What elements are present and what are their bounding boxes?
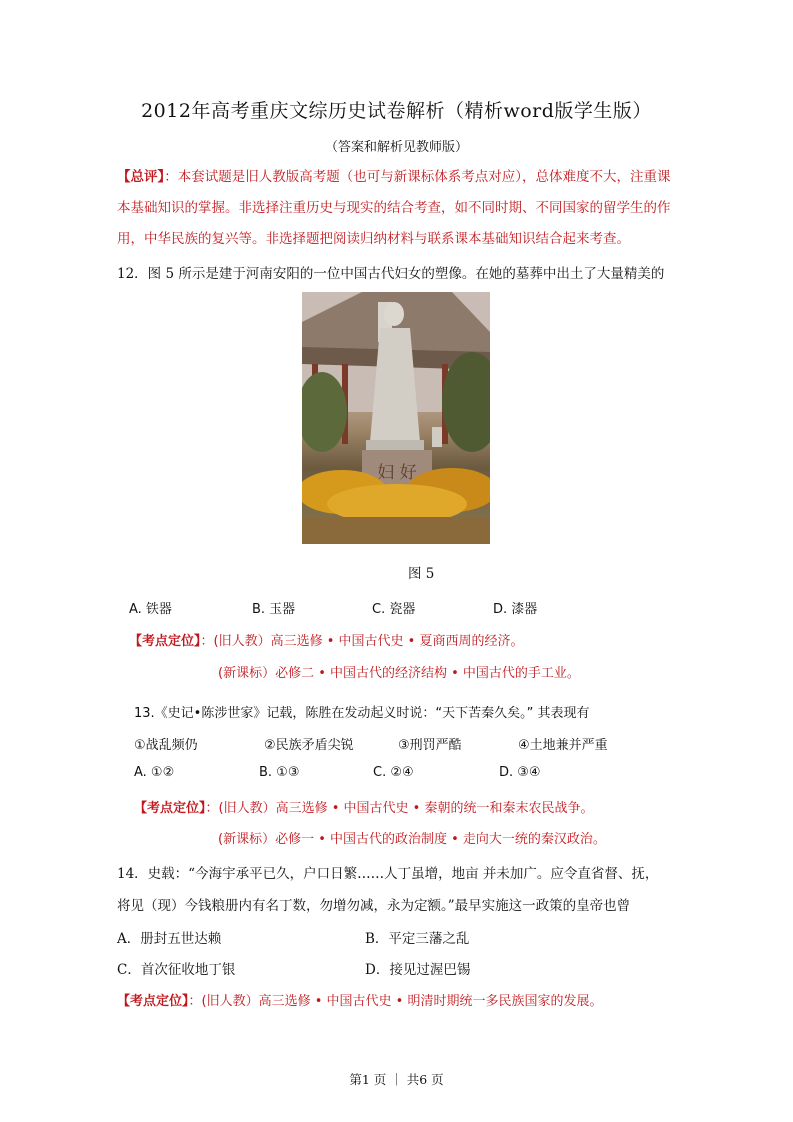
summary-label: 【总评】 xyxy=(117,169,165,185)
summary-text: ：本套试题是旧人教版高考题（也可与新课标体系考点对应），总体难度不大，注重课本基础知识的掌握。非选择注重历史与现实的结合考查，如不同时期、不同国家的留学生的作用，中华民族的复兴等。非选择题把阅读归纳材料与联系课本基础知识结合起来考查。 xyxy=(117,169,671,247)
plaque-text: 妇 好 xyxy=(377,463,417,483)
statue-photo xyxy=(302,292,490,544)
q14-kd-old-text: ：(旧人教）高三选修 • 中国古代史 • 明清时期统一多民族国家的发展。 xyxy=(188,994,603,1009)
q13-kd-old xyxy=(134,797,593,816)
figure-caption: 图 5 xyxy=(408,566,435,582)
q12-stem: 12．图 5 所示是建于河南安阳的一位中国古代妇女的塑像。在她的墓葬中出土了大量精美的 xyxy=(117,266,665,282)
q14-stem-line2: 将见（现）今钱粮册内有名丁数，勿增勿减，永为定额。”最早实施这一政策的皇帝也曾 xyxy=(117,898,631,914)
page-footer: 第1 页 ｜ 共6 页 xyxy=(349,1072,444,1087)
q13-kd-new: (新课标）必修一 • 中国古代的政治制度 • 走向大一统的秦汉政治。 xyxy=(218,832,606,847)
q12-option-a[interactable]: A. 铁器 xyxy=(129,602,172,617)
summary-paragraph xyxy=(117,162,677,255)
page-title: 2012年高考重庆文综历史试卷解析（精析word版学生版） xyxy=(141,100,652,122)
q13-option-c[interactable]: C. ②④ xyxy=(373,765,414,780)
q13-kd-label: 【考点定位】 xyxy=(134,801,206,816)
q14-option-d[interactable]: D．接见过渥巴锡 xyxy=(365,962,471,978)
q13-kd-old-text: ：(旧人教）高三选修 • 中国古代史 • 秦朝的统一和秦末农民战争。 xyxy=(205,801,594,816)
q12-option-d[interactable]: D. 漆器 xyxy=(493,602,538,617)
q12-kd-old-text: ：(旧人教）高三选修 • 中国古代史 • 夏商西周的经济。 xyxy=(200,634,524,649)
q14-kd-label: 【考点定位】 xyxy=(117,994,189,1009)
q14-option-c[interactable]: C．首次征收地丁银 xyxy=(117,962,236,978)
q14-option-a[interactable]: A．册封五世达赖 xyxy=(117,931,222,947)
q12-kd-label: 【考点定位】 xyxy=(129,634,201,649)
statue-photo-illustration xyxy=(302,292,490,544)
q13-item-2: ②民族矛盾尖锐 xyxy=(264,738,354,753)
q13-option-a[interactable]: A. ①② xyxy=(134,765,175,780)
q13-item-4: ④土地兼并严重 xyxy=(518,738,608,753)
q12-kd-new: (新课标）必修二 • 中国古代的经济结构 • 中国古代的手工业。 xyxy=(218,666,580,681)
q12-option-b[interactable]: B. 玉器 xyxy=(252,602,296,617)
q13-option-b[interactable]: B. ①③ xyxy=(259,765,300,780)
q13-option-d[interactable]: D. ③④ xyxy=(499,765,541,780)
q13-item-1: ①战乱频仍 xyxy=(134,738,198,753)
q12-option-c[interactable]: C. 瓷器 xyxy=(372,602,416,617)
q14-option-b[interactable]: B．平定三藩之乱 xyxy=(365,931,470,947)
q13-item-3: ③刑罚严酷 xyxy=(398,738,462,753)
q14-kd-old xyxy=(117,990,602,1009)
page-subtitle: （答案和解析见教师版） xyxy=(324,140,468,155)
q13-stem: 13.《史记•陈涉世家》记载，陈胜在发动起义时说：“天下苦秦久矣。” 其表现有 xyxy=(134,706,590,721)
q14-stem-line1: 14．史载：“今海宇承平已久，户口日繁……人丁虽增，地亩 并未加广。应令直省督、抚， xyxy=(117,866,659,882)
q12-kd-old xyxy=(129,630,523,649)
